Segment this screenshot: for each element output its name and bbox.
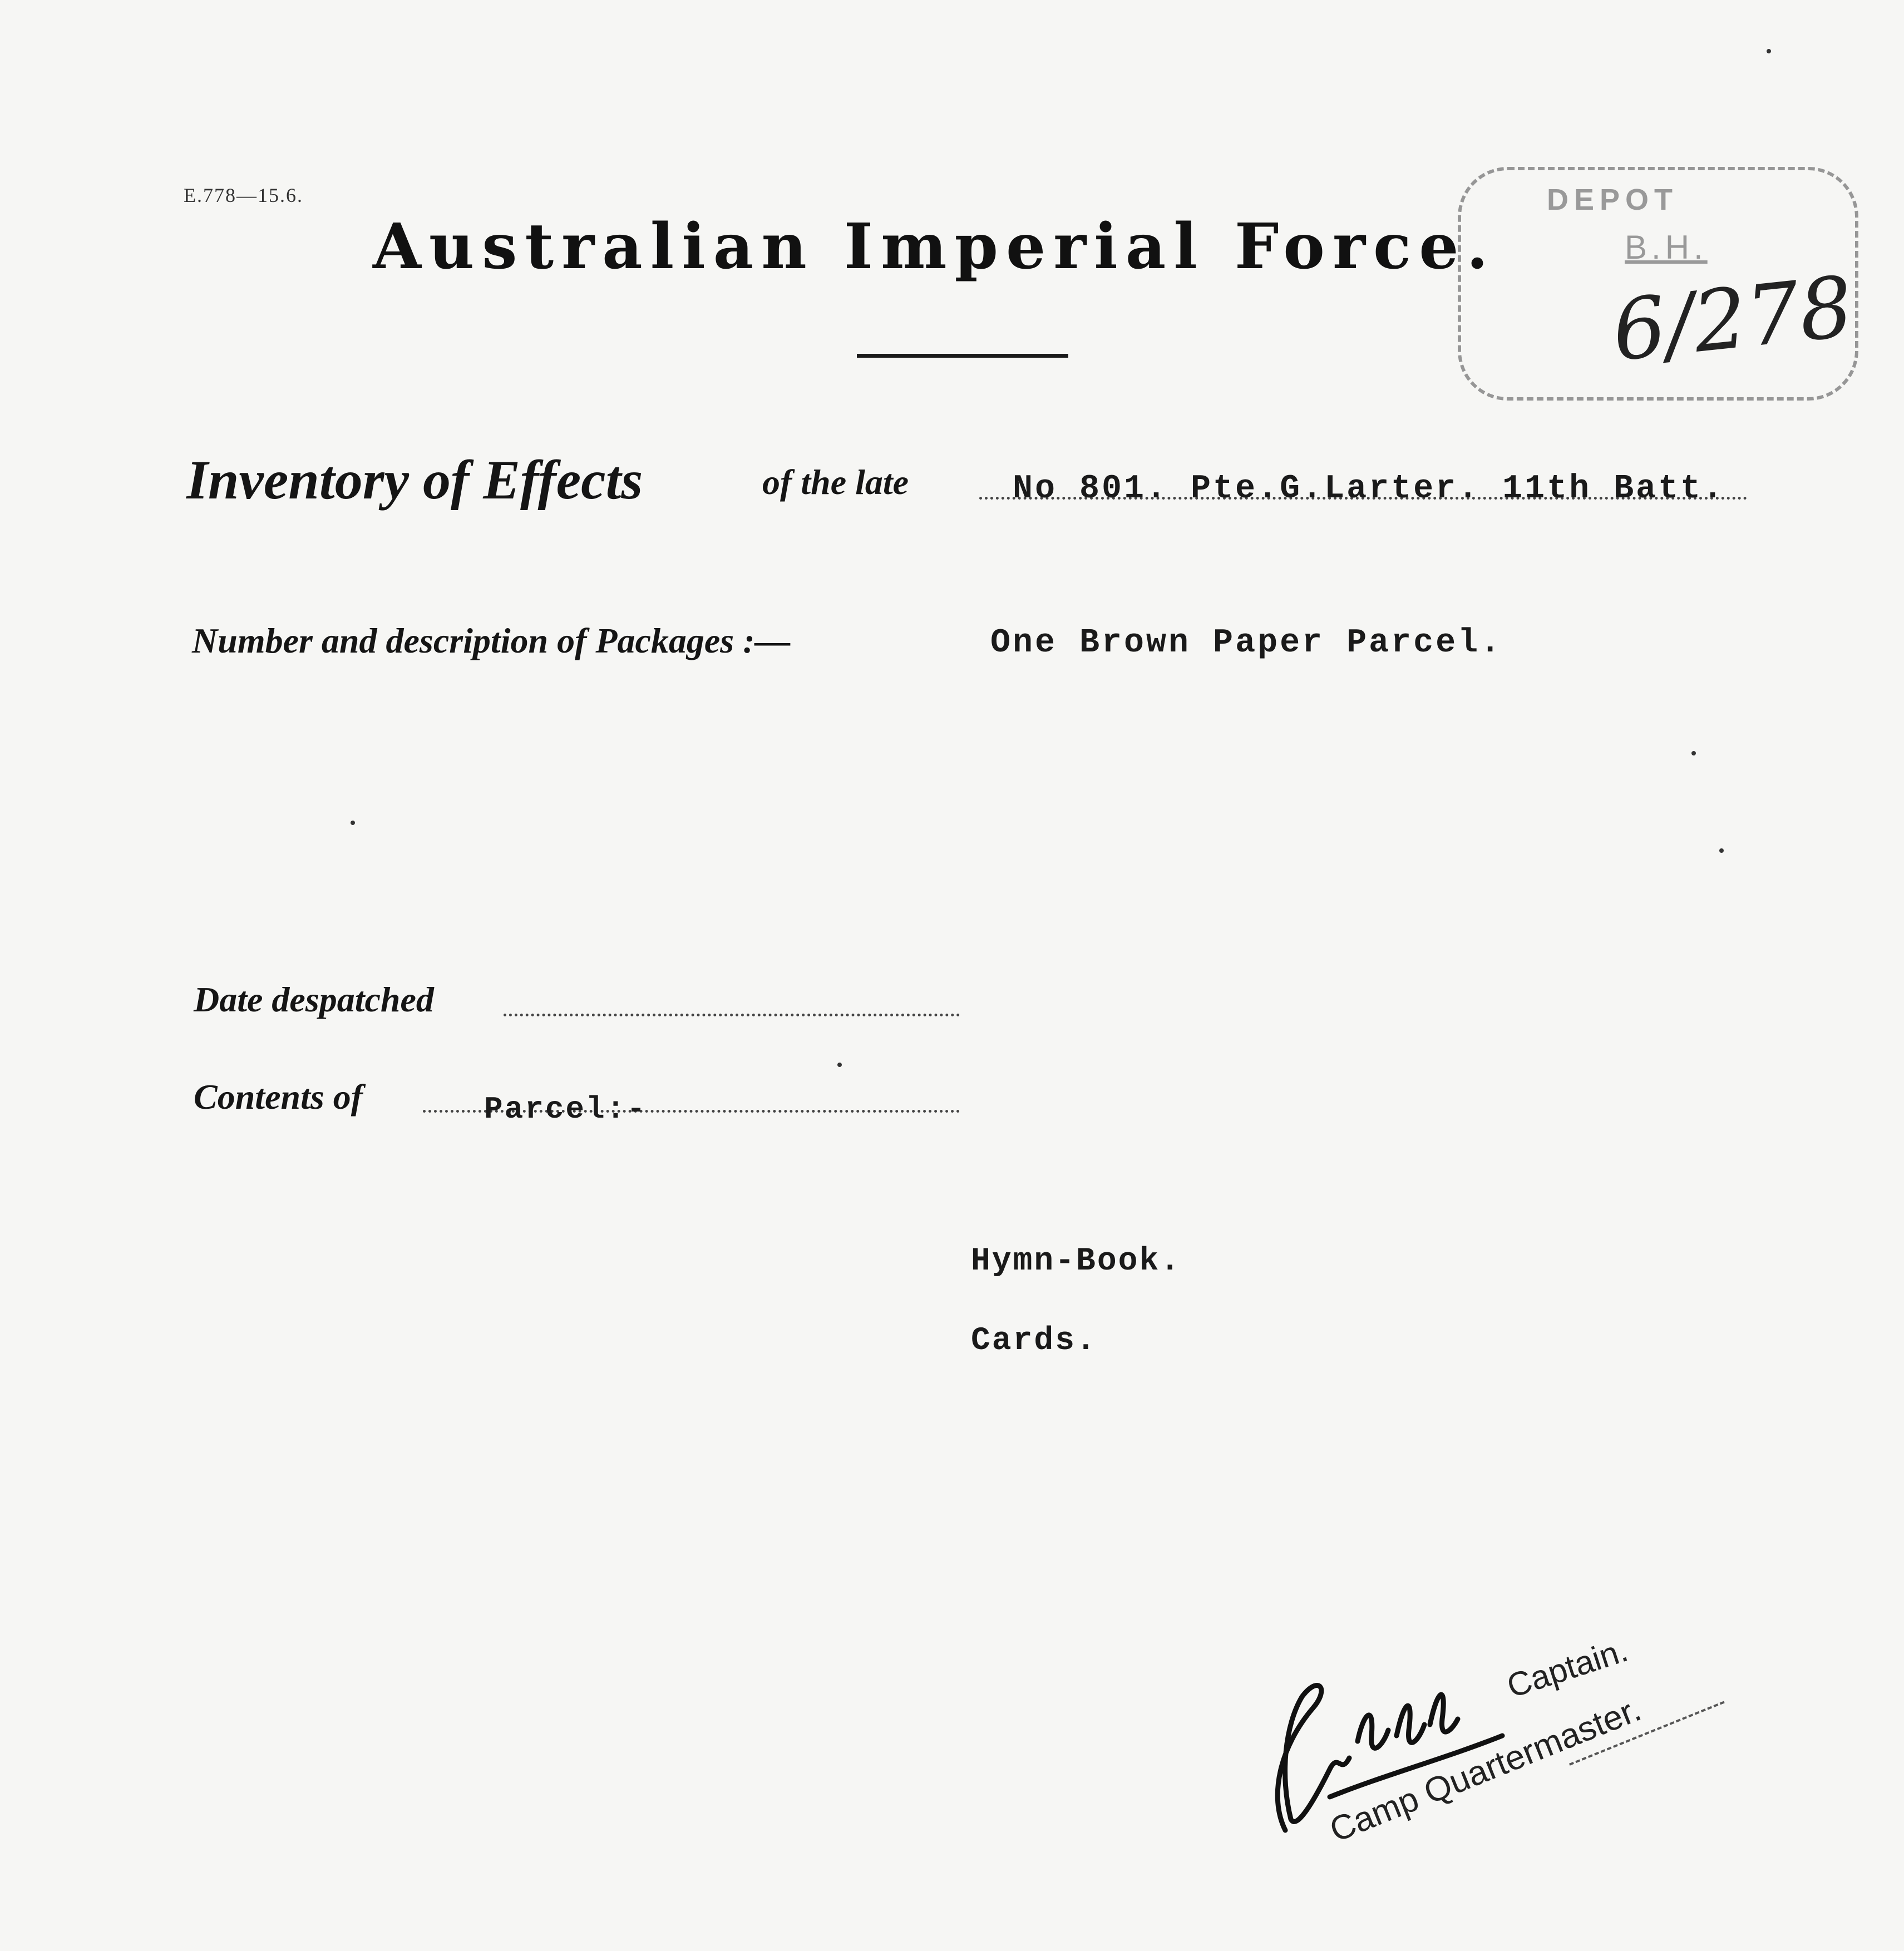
inventory-heading: Inventory of Effects [186, 449, 643, 511]
packages-label: Number and description of Packages :— [192, 621, 791, 660]
title-underline [857, 354, 1068, 358]
of-the-late-label: of the late [762, 462, 909, 502]
scan-speck [351, 821, 355, 825]
registry-stamp [1458, 167, 1881, 412]
signatory-role: Camp Quartermaster. [1324, 1690, 1646, 1850]
stamp-handwritten-number: 6/278 [1608, 258, 1858, 381]
signatory-rank: Captain. [1502, 1631, 1632, 1705]
date-dotted-line [504, 1014, 960, 1016]
date-despatched-label: Date despatched [194, 980, 434, 1019]
stamp-top-text: DEPOT [1547, 183, 1679, 216]
contents-value: Parcel:- [484, 1091, 647, 1127]
document-title: Australian Imperial Force. [373, 210, 1496, 283]
scan-speck [1719, 848, 1724, 853]
scan-speck [837, 1063, 842, 1067]
scan-speck [1691, 751, 1696, 755]
contents-label: Contents of [194, 1077, 363, 1117]
scan-speck [1767, 49, 1771, 53]
stamp-mid-text: B.H. [1625, 229, 1708, 266]
contents-item: Hymn-Book. [971, 1243, 1182, 1280]
contents-item: Cards. [971, 1323, 1097, 1359]
packages-value: One Brown Paper Parcel. [990, 624, 1503, 662]
deceased-name-value: No 801. Pte.G.Larter. 11th Batt. [1013, 470, 1725, 508]
signature-block [1246, 1630, 1758, 1891]
form-number: E.778—15.6. [184, 184, 303, 206]
